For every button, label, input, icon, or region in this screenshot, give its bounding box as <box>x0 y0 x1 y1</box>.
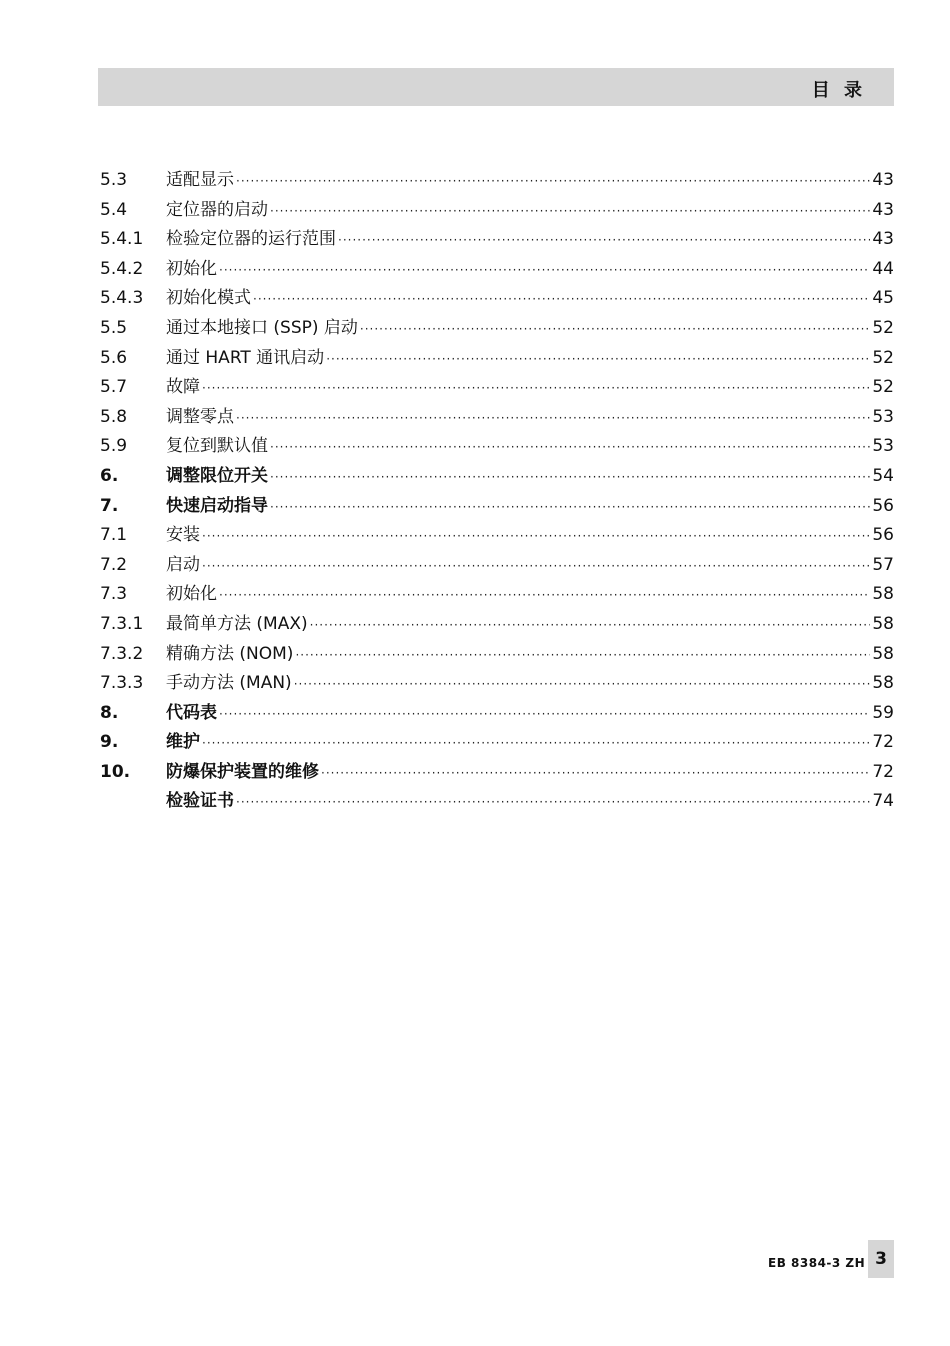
toc-entry[interactable] <box>100 551 894 581</box>
toc-entry-page: 72 <box>872 732 894 753</box>
toc-dot-leader <box>202 729 870 759</box>
toc-entry-number: 5.4.1 <box>100 229 144 250</box>
toc-entry-title: 检验证书 <box>166 791 234 812</box>
toc-entry-page: 56 <box>872 525 894 546</box>
page-title: 目 录 <box>811 80 866 101</box>
toc-entry-number: 7.2 <box>100 554 128 575</box>
page-number: 3 <box>875 1249 887 1269</box>
header-band <box>98 68 894 106</box>
toc-entry-number: 5.7 <box>100 377 128 398</box>
toc-entry-number: 5.4.2 <box>100 258 144 279</box>
toc-entry-page: 52 <box>872 317 894 338</box>
toc-dot-leader <box>321 759 870 789</box>
toc-entry-title: 初始化 <box>166 258 217 279</box>
toc-dot-leader <box>295 641 870 671</box>
toc-dot-leader <box>236 404 870 434</box>
toc-entry-page: 58 <box>872 643 894 664</box>
toc-entry-number: 6. <box>100 465 119 486</box>
toc-entry[interactable] <box>100 373 894 403</box>
toc-entry-page: 43 <box>872 199 894 220</box>
toc-entry-title: 通过本地接口 (SSP) 启动 <box>166 317 358 338</box>
toc-entry-title: 快速启动指导 <box>166 495 268 516</box>
toc-entry-page: 58 <box>872 584 894 605</box>
toc-entry-number: 9. <box>100 732 119 753</box>
toc-entry-number: 5.6 <box>100 347 128 368</box>
toc-entry[interactable] <box>100 432 894 462</box>
toc-entry-title: 调整限位开关 <box>166 465 268 486</box>
toc-entry-number: 5.8 <box>100 406 128 427</box>
toc-entry-number: 7.3.2 <box>100 643 144 664</box>
toc-entry-number: 5.4.3 <box>100 288 144 309</box>
toc-entry-page: 58 <box>872 673 894 694</box>
table-of-contents <box>100 166 894 817</box>
toc-dot-leader <box>202 374 870 404</box>
toc-entry-page: 56 <box>872 495 894 516</box>
toc-entry[interactable] <box>100 640 894 670</box>
toc-entry-title: 检验定位器的运行范围 <box>166 229 336 250</box>
toc-entry-page: 45 <box>872 288 894 309</box>
toc-entry-page: 44 <box>872 258 894 279</box>
toc-dot-leader <box>202 522 870 552</box>
toc-entry-title: 安装 <box>166 525 200 546</box>
toc-entry-page: 58 <box>872 613 894 634</box>
toc-entry-number: 7. <box>100 495 119 516</box>
toc-entry-title: 适配显示 <box>166 170 234 190</box>
page-number-tab <box>868 1240 894 1278</box>
toc-entry-page: 74 <box>872 791 894 812</box>
toc-entry-title: 精确方法 (NOM) <box>166 643 294 664</box>
toc-entry-title: 初始化模式 <box>166 288 251 309</box>
toc-entry[interactable] <box>100 787 894 817</box>
toc-entry[interactable] <box>100 521 894 551</box>
toc-dot-leader <box>326 345 870 375</box>
toc-entry-page: 72 <box>872 761 894 782</box>
toc-dot-leader <box>360 315 870 345</box>
toc-entry-number: 5.5 <box>100 317 128 338</box>
toc-entry[interactable] <box>100 699 894 729</box>
toc-dot-leader <box>270 433 870 463</box>
toc-entry-title: 故障 <box>166 377 200 398</box>
toc-dot-leader <box>219 700 870 730</box>
toc-dot-leader <box>270 197 870 227</box>
toc-entry-title: 启动 <box>166 554 200 575</box>
toc-entry-number: 7.1 <box>100 525 128 546</box>
toc-entry-title: 代码表 <box>166 702 217 723</box>
toc-dot-leader <box>310 611 871 641</box>
toc-entry-number: 8. <box>100 702 119 723</box>
toc-entry-page: 52 <box>872 347 894 368</box>
toc-entry-page: 43 <box>872 229 894 250</box>
toc-dot-leader <box>202 552 870 582</box>
toc-entry-title: 初始化 <box>166 584 217 605</box>
toc-dot-leader <box>253 285 870 315</box>
toc-entry-page: 59 <box>872 702 894 723</box>
toc-dot-leader <box>219 256 870 286</box>
toc-entry-title: 防爆保护装置的维修 <box>166 761 319 782</box>
toc-entry[interactable] <box>100 610 894 640</box>
toc-entry[interactable] <box>100 196 894 226</box>
toc-entry-page: 53 <box>872 436 894 457</box>
toc-dot-leader <box>294 670 871 700</box>
toc-entry[interactable] <box>100 669 894 699</box>
toc-entry-number: 5.9 <box>100 436 128 457</box>
toc-entry[interactable] <box>100 255 894 285</box>
toc-entry[interactable] <box>100 492 894 522</box>
toc-entry-page: 57 <box>872 554 894 575</box>
toc-dot-leader <box>236 788 870 818</box>
toc-entry[interactable] <box>100 403 894 433</box>
toc-entry[interactable] <box>100 284 894 314</box>
toc-entry-number: 7.3.1 <box>100 613 144 634</box>
toc-entry-title: 最简单方法 (MAX) <box>166 613 308 634</box>
toc-entry[interactable] <box>100 225 894 255</box>
toc-entry-title: 通过 HART 通讯启动 <box>166 347 325 368</box>
toc-entry-page: 43 <box>872 170 894 190</box>
toc-entry-page: 53 <box>872 406 894 427</box>
toc-entry-page: 54 <box>872 465 894 486</box>
toc-entry-title: 复位到默认值 <box>166 436 268 457</box>
document-code: EB 8384-3 ZH <box>768 1256 866 1270</box>
toc-entry[interactable] <box>100 758 894 788</box>
toc-dot-leader <box>270 463 870 493</box>
toc-entry[interactable] <box>100 462 894 492</box>
toc-entry-number: 10. <box>100 761 131 782</box>
toc-entry[interactable] <box>100 580 894 610</box>
toc-entry[interactable] <box>100 314 894 344</box>
toc-entry-title: 维护 <box>166 732 200 753</box>
toc-entry-number: 5.3 <box>100 170 128 190</box>
toc-entry-number: 7.3 <box>100 584 128 605</box>
toc-entry[interactable] <box>100 344 894 374</box>
toc-entry-title: 调整零点 <box>166 406 234 427</box>
toc-entry[interactable] <box>100 728 894 758</box>
toc-entry-number: 5.4 <box>100 199 128 220</box>
toc-entry-title: 定位器的启动 <box>166 199 268 220</box>
toc-entry-page: 52 <box>872 377 894 398</box>
toc-entry-number: 7.3.3 <box>100 673 144 694</box>
toc-entry[interactable] <box>100 166 894 196</box>
toc-entry-title: 手动方法 (MAN) <box>166 673 292 694</box>
toc-dot-leader <box>236 167 870 197</box>
toc-dot-leader <box>270 493 870 523</box>
toc-dot-leader <box>338 226 870 256</box>
toc-dot-leader <box>219 581 870 611</box>
